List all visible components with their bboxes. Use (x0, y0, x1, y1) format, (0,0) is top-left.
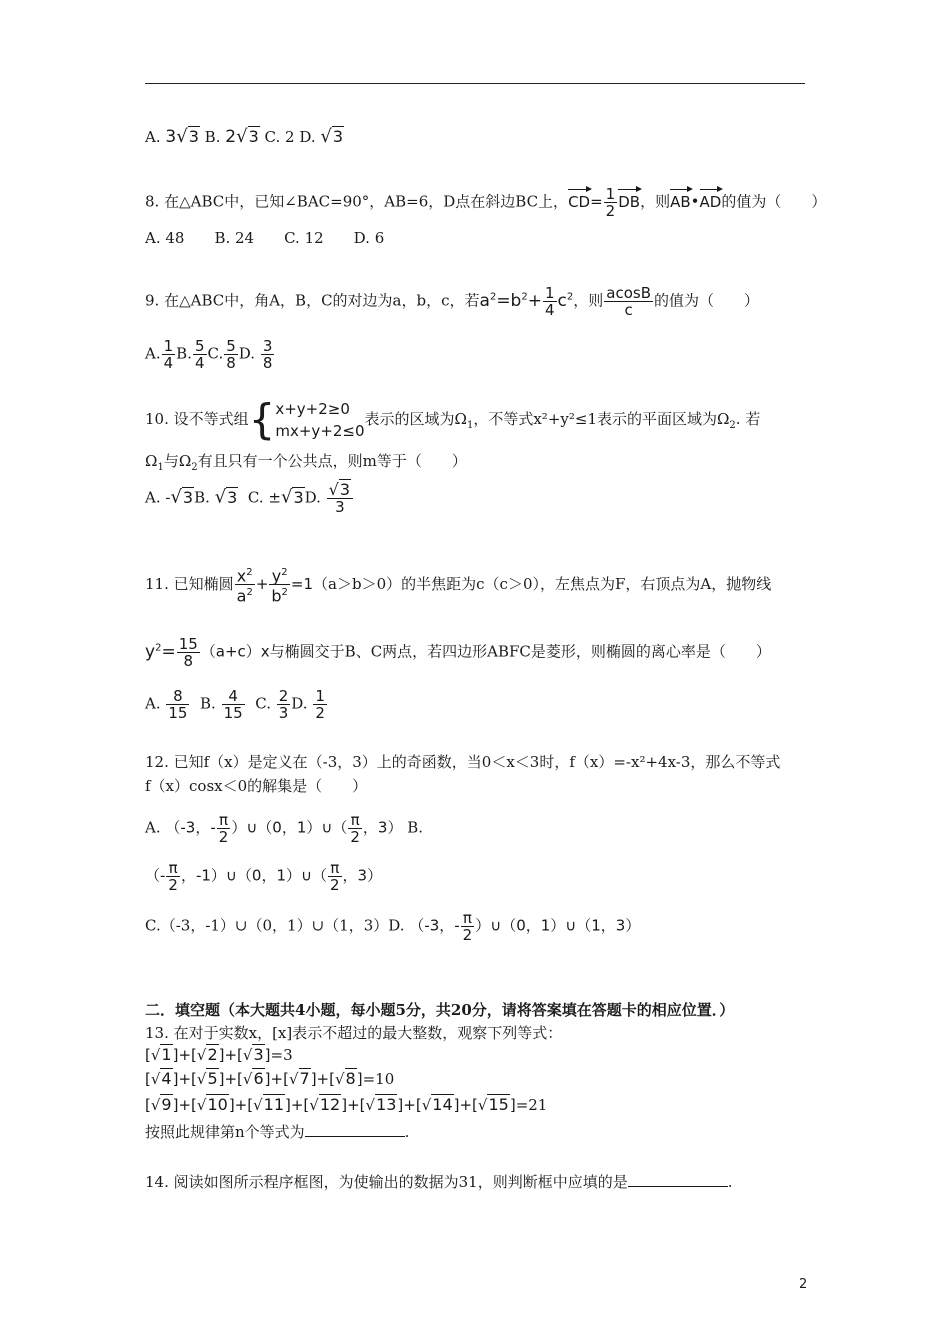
section-heading: 二．填空题（本大题共4小题，每小题5分，共20分，请将答案填在答题卡的相应位置．） (145, 1001, 735, 1019)
q12-option-a: A. （-3，- $\frac{\pi}{2}$ ）∪（0，1）∪（ $\frac{\pi}{2}$ ，3） B. (145, 811, 424, 846)
q9-stem: 9. 在△ABC中，角A，B，C的对边为a，b，c，若$a^2=b^2+$ $\frac{1}{4}$ $c^2$，则 $\frac{acosB}{c}$ 的值为（ ） (145, 284, 760, 319)
q11-stem: 11. 已知椭圆 $\frac{x^2}{a^2}$ + $\frac{y^2}{b^2}$ =1（a＞b＞0）的半焦距为c（c＞0），左焦点为F，右顶点为A，抛物线 (145, 566, 772, 606)
q8-stem: 8. 在△ABC中，已知∠BAC=90°，AB=6，D点在斜边BC上，CD= $\frac{1}{2}$ DB，则AB•AD的值为（ ） (145, 185, 827, 220)
q11-stem-line2: $y^2=$ $\frac{15}{8}$ （a+c）x与椭圆交于B、C两点，若四边形ABFC是菱形，则椭圆的离心率是（ ） (145, 635, 771, 670)
q10-stem: 10. 设不等式组{ x+y+2≥0 mx+y+2≤0 表示的区域为$\Omega_1$，不等式x²+y²≤1表示的平面区域为$\Omega_2$. 若 (145, 395, 761, 444)
q9-options: A. $\frac{1}{4}$ B. $\frac{5}{4}$ C. $\frac{5}{8}$ D. $\frac{3}{8}$ (145, 337, 273, 372)
q10-stem-line2: $\Omega_1$与$\Omega_2$有且只有一个公共点，则m等于（ ） (145, 452, 467, 473)
q14-answer-blank[interactable] (628, 1172, 728, 1187)
q13-equation-3: [√9]+[√10]+[√11]+[√12]+[√13]+[√14]+[√15]=21 (145, 1095, 548, 1114)
q11-options: A. $\frac{8}{15}$ B. $\frac{4}{15}$ C. $\frac{2}{3}$ D. $\frac{1}{2}$ (145, 687, 325, 722)
q7-options: A. 3√3 B. 2√3 C. 2 D. √3 (145, 126, 344, 147)
q10-options: A. -√3B. √3 C. ±√3D. $\frac{√3}{3}$ (145, 482, 354, 515)
page-number: 2 (799, 1277, 808, 1292)
q13-equation-1: [√1]+[√2]+[√3]=3 (145, 1045, 293, 1064)
q12-option-b: （- $\frac{\pi}{2}$ ，-1）∪（0，1）∪（ $\frac{\pi}{2}$ ，3） (145, 859, 383, 894)
q13-answer-blank[interactable] (305, 1122, 405, 1137)
header-rule (145, 83, 805, 84)
q13-equation-2: [√4]+[√5]+[√6]+[√7]+[√8]=10 (145, 1069, 395, 1088)
q13-tail: 按照此规律第n个等式为 . (145, 1123, 410, 1141)
q12-stem-line2: f（x）cosx＜0的解集是（ ） (145, 777, 368, 795)
q12-options-cd: C.（-3，-1）∪（0，1）∪（1，3）D. （-3，- $\frac{\pi}{2}$ ）∪（0，1）∪（1，3） (145, 909, 641, 944)
q8-options: A. 48 B. 24 C. 12 D. 6 (145, 229, 385, 247)
q14-stem: 14. 阅读如图所示程序框图，为使输出的数据为31，则判断框中应填的是 . (145, 1173, 733, 1191)
q12-stem-line1: 12. 已知f（x）是定义在（-3，3）上的奇函数，当0＜x＜3时，f（x）=-x²+4x-3，那么不等式 (145, 753, 781, 771)
q13-stem: 13. 在对于实数x，[x]表示不超过的最大整数，观察下列等式： (145, 1024, 563, 1042)
